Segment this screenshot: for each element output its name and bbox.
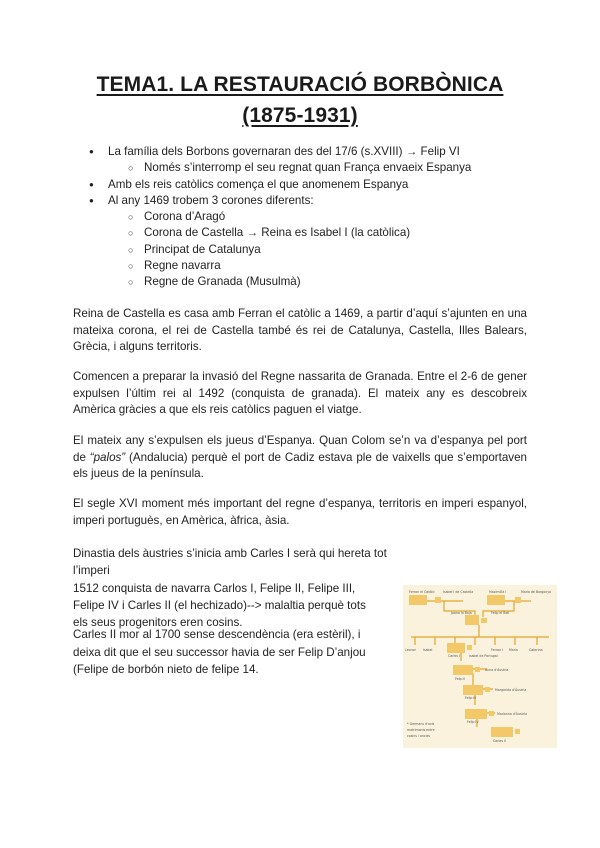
sub-item: ○ Només s’interromp el seu regnat quan França envaeix Espanya: [108, 160, 542, 176]
svg-text:cosins i oncles: cosins i oncles: [407, 734, 431, 738]
quoted-text: “palos”: [89, 450, 126, 464]
family-tree-image: [403, 585, 557, 748]
sub-item: ○ Principat de Catalunya: [108, 242, 542, 258]
bullet-text: Al any 1469 trobem 3 corones diferents:: [108, 193, 314, 207]
paragraph-line: Felipe IV i Carles II (el hechizado)--> malaltia perquè tots: [73, 598, 366, 612]
page-title-years: (1875-1931): [242, 104, 358, 127]
paragraph: Reina de Castella es casa amb Ferran el catòlic a 1469, a partir d’aquí s’ajunten en una mateixa corona, el rei de Castella també és rei de Catalunya, Castella, Illes Balears, Grècia, i alguns territoris.: [73, 307, 527, 353]
svg-text:Margarida d'Àustria: Margarida d'Àustria: [495, 688, 527, 692]
paragraph-line: 1512 conquista de navarra Carlos I, Felipe II, Felipe III,: [73, 581, 356, 595]
svg-text:* Germans d'avis: * Germans d'avis: [407, 722, 435, 726]
paragraph-text: El mateix any s’expulsen els jueus d’Espanya. Quan Colom se’n va d’espanya pel port de: [73, 434, 527, 464]
paragraph-text: (Andalucia) perquè el port de Cadiz estava ple de vaixells que s’emportaven els jueus de la península.: [73, 450, 527, 480]
svg-text:Isabel de Portugal: Isabel de Portugal: [469, 654, 498, 658]
family-tree-graphic: [403, 585, 557, 748]
svg-text:Maria de Borgonya: Maria de Borgonya: [521, 590, 552, 594]
paragraph: [73, 626, 391, 679]
svg-text:Felip II: Felip II: [455, 677, 466, 681]
page-title: TEMA1. LA RESTAURACIÓ BORBÒNICA: [96, 73, 504, 96]
svg-text:Marianna d'Àustria: Marianna d'Àustria: [497, 712, 528, 716]
svg-text:Maximilià I: Maximilià I: [489, 590, 507, 594]
svg-text:Isabel: Isabel: [423, 648, 433, 652]
bullet-item: [72, 144, 542, 177]
bullet-item: ● Amb els reis catòlics comença el que anomenem Espanya: [72, 177, 542, 193]
svg-text:Caterina: Caterina: [529, 648, 543, 652]
svg-text:Joana la Boja: Joana la Boja: [451, 611, 472, 615]
svg-text:Ferran I: Ferran I: [491, 648, 504, 652]
paragraph: [73, 545, 403, 631]
sub-item: ○ Corona d’Aragó: [108, 209, 542, 225]
paragraph-line: deixa dit que el seu successor havia de ser Felip D’anjou: [73, 645, 366, 659]
svg-text:Carles I: Carles I: [448, 654, 460, 658]
bullet-text: La família dels Borbons governaran des del 17/6 (s.XVIII) → Felip VI: [108, 145, 460, 158]
svg-text:Isabel I de Castella: Isabel I de Castella: [443, 590, 474, 594]
svg-text:Anna d'Àustria: Anna d'Àustria: [485, 668, 509, 672]
svg-text:matrimonis entre: matrimonis entre: [407, 728, 435, 732]
bullet-item: [72, 193, 542, 291]
sub-item: ○ Regne navarra: [108, 258, 542, 274]
svg-text:Felip el Bell: Felip el Bell: [491, 611, 510, 615]
sub-list: [108, 160, 542, 176]
bullet-list: [72, 144, 542, 291]
svg-text:Ferran el Catòlic: Ferran el Catòlic: [409, 590, 435, 594]
paragraph: [73, 433, 527, 483]
paragraph-line: (Felipe de borbón nieto de felipe 14.: [73, 663, 259, 676]
paragraph-line: els seus progenitors eren cosins.: [73, 616, 243, 630]
paragraph-line: Dinastia dels àustries s’inicia amb Carles I serà qui hereta tot l’imperi: [73, 547, 387, 578]
paragraph-line: Carles II mor al 1700 sense descendència (era estèril), i: [73, 628, 361, 641]
svg-text:Felip III: Felip III: [465, 696, 477, 700]
paragraph: Comencen a preparar la invasió del Regne nassarita de Granada. Entre el 2-6 de gener expulsen l’últim rei al 1492 (conquista de granada). El mateix any es descobreix Amèrica gràcies a que els reis catòlics paguen el viatge.: [73, 370, 527, 416]
sub-item: ○ Corona de Castella → Reina es Isabel I (la catòlica): [108, 225, 542, 241]
svg-text:Felip IV: Felip IV: [467, 720, 479, 724]
sub-list: [108, 209, 542, 290]
paragraph: El segle XVI moment més important del regne d’espanya, territoris en imperi espanyol, imperi portuguès, en Amèrica, àfrica, àsia.: [73, 497, 527, 527]
svg-text:Maria: Maria: [509, 648, 518, 652]
svg-text:Carles II: Carles II: [493, 739, 506, 743]
svg-text:Leonor: Leonor: [405, 648, 416, 652]
sub-item: ○ Regne de Granada (Musulmà): [108, 274, 542, 290]
